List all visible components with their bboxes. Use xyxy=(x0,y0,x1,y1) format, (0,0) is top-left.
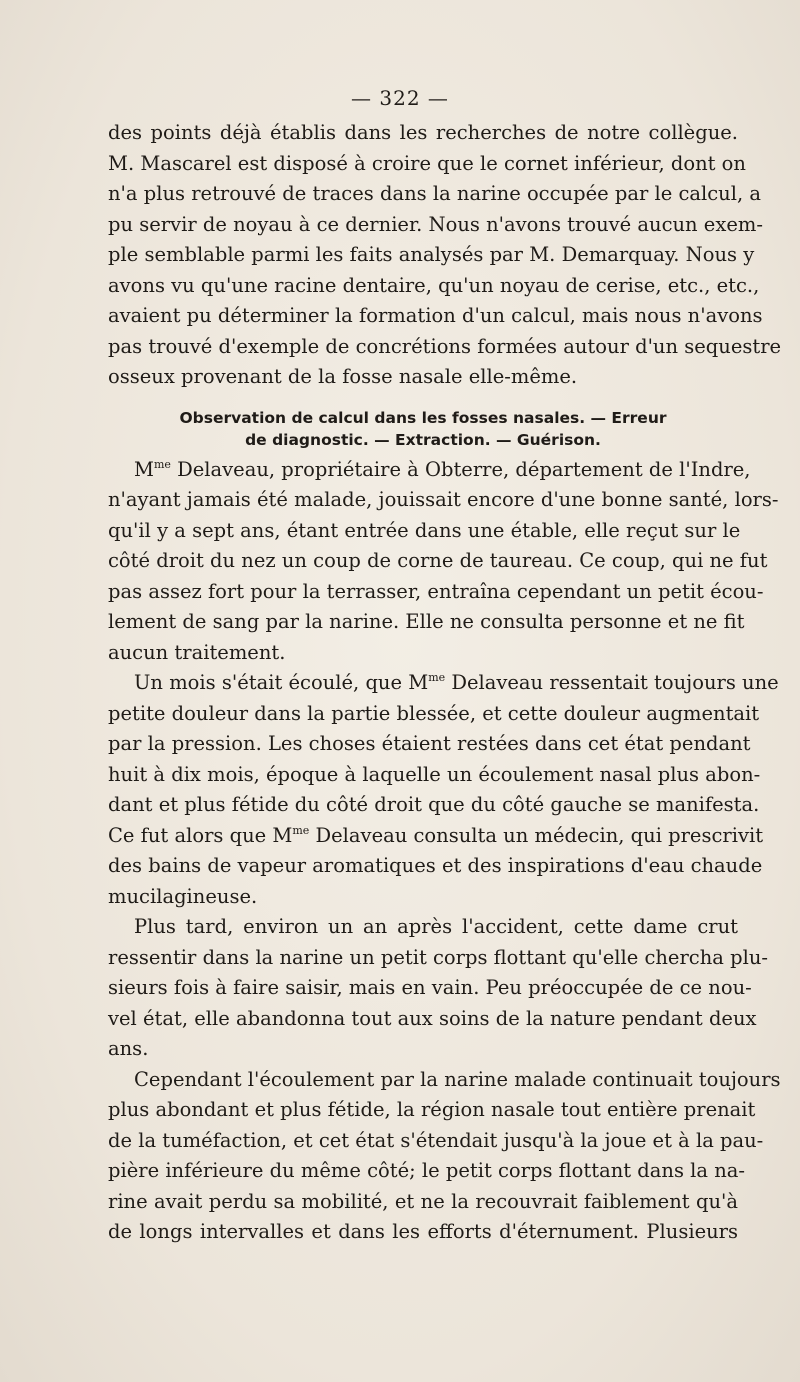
text-line: de longs intervalles et dans les efforts d'éternument. Plusieurs xyxy=(108,1220,738,1243)
text-line: pu servir de noyau à ce dernier. Nous n'avons trouvé aucun exem- xyxy=(108,212,763,236)
text-line: aucun traitement. xyxy=(108,640,286,664)
text-line: avaient pu déterminer la formation d'un calcul, mais nous n'avons xyxy=(108,304,763,327)
text-line: n'ayant jamais été malade, jouissait encore d'une bonne santé, lors- xyxy=(108,488,779,511)
text-line: Un mois s'était écoulé, que $M^{me}$ Delaveau ressentait toujours une xyxy=(134,671,779,694)
text-line: rine avait perdu sa mobilité, et ne la recouvrait faiblement qu'à xyxy=(108,1189,738,1213)
text-line: sieurs fois à faire saisir, mais en vain. Peu préoccupée de ce nou- xyxy=(108,976,752,999)
text-line: n'a plus retrouvé de traces dans la narine occupée par le calcul, a xyxy=(108,182,761,205)
text-line: osseux provenant de la fosse nasale elle-même. xyxy=(108,365,578,388)
text-line: ple semblable parmi les faits analysés par M. Demarquay. Nous y xyxy=(108,243,755,266)
text-line: huit à dix mois, époque à laquelle un écoulement nasal plus abon- xyxy=(108,762,761,786)
text-line: Cependant l'écoulement par la narine malade continuait toujours xyxy=(134,1067,781,1091)
text-line: petite douleur dans la partie blessée, et cette douleur augmentait xyxy=(108,701,760,725)
text-line: par la pression. Les choses étaient restées dans cet état pendant xyxy=(108,732,751,755)
text-line: pière inférieure du même côté; le petit corps flottant dans la na- xyxy=(108,1159,746,1182)
text-line: pas assez fort pour la terrasser, entraîna cependant un petit écou- xyxy=(108,579,764,603)
text-line: ans. xyxy=(108,1037,149,1060)
text-line: des bains de vapeur aromatiques et des inspirations d'eau chaude xyxy=(108,854,763,877)
text-line: lement de sang par la narine. Elle ne consulta personne et ne fit xyxy=(108,610,745,633)
page-text xyxy=(108,118,782,1248)
text-line: de la tuméfaction, et cet état s'étendait jusqu'à la joue et à la pau- xyxy=(108,1128,764,1152)
text-line: Plus tard, environ un an après l'accident, cette dame crut xyxy=(134,915,738,938)
text-line: dant et plus fétide du côté droit que du côté gauche se manifesta. xyxy=(108,793,760,816)
text-line: avons vu qu'une racine dentaire, qu'un noyau de cerise, etc., etc., xyxy=(108,273,760,297)
text-line: $M^{me}$ Delaveau, propriétaire à Obterre, département de l'Indre, xyxy=(134,457,751,481)
text-line: côté droit du nez un coup de corne de taureau. Ce coup, qui ne fut xyxy=(108,549,768,572)
text-line: M. Mascarel est disposé à croire que le cornet inférieur, dont on xyxy=(108,151,746,175)
text-line: pas trouvé d'exemple de concrétions formées autour d'un sequestre xyxy=(108,334,782,358)
text-line: vel état, elle abandonna tout aux soins de la nature pendant deux xyxy=(108,1006,757,1030)
text-line: mucilagineuse. xyxy=(108,884,258,908)
section-heading: de diagnostic. — Extraction. — Guérison. xyxy=(245,430,601,449)
section-heading: Observation de calcul dans les fosses nasales. — Erreur xyxy=(179,408,667,427)
page-number: — 322 — xyxy=(351,86,449,110)
text-line: plus abondant et plus fétide, la région nasale tout entière prenait xyxy=(108,1098,756,1121)
text-line: Ce fut alors que $M^{me}$ Delaveau consulta un médecin, qui prescrivit xyxy=(108,823,764,847)
text-line: des points déjà établis dans les recherches de notre collègue. xyxy=(108,121,738,144)
text-line: qu'il y a sept ans, étant entrée dans une étable, elle reçut sur le xyxy=(108,518,741,542)
text-line: ressentir dans la narine un petit corps flottant qu'elle chercha plu- xyxy=(108,945,768,969)
